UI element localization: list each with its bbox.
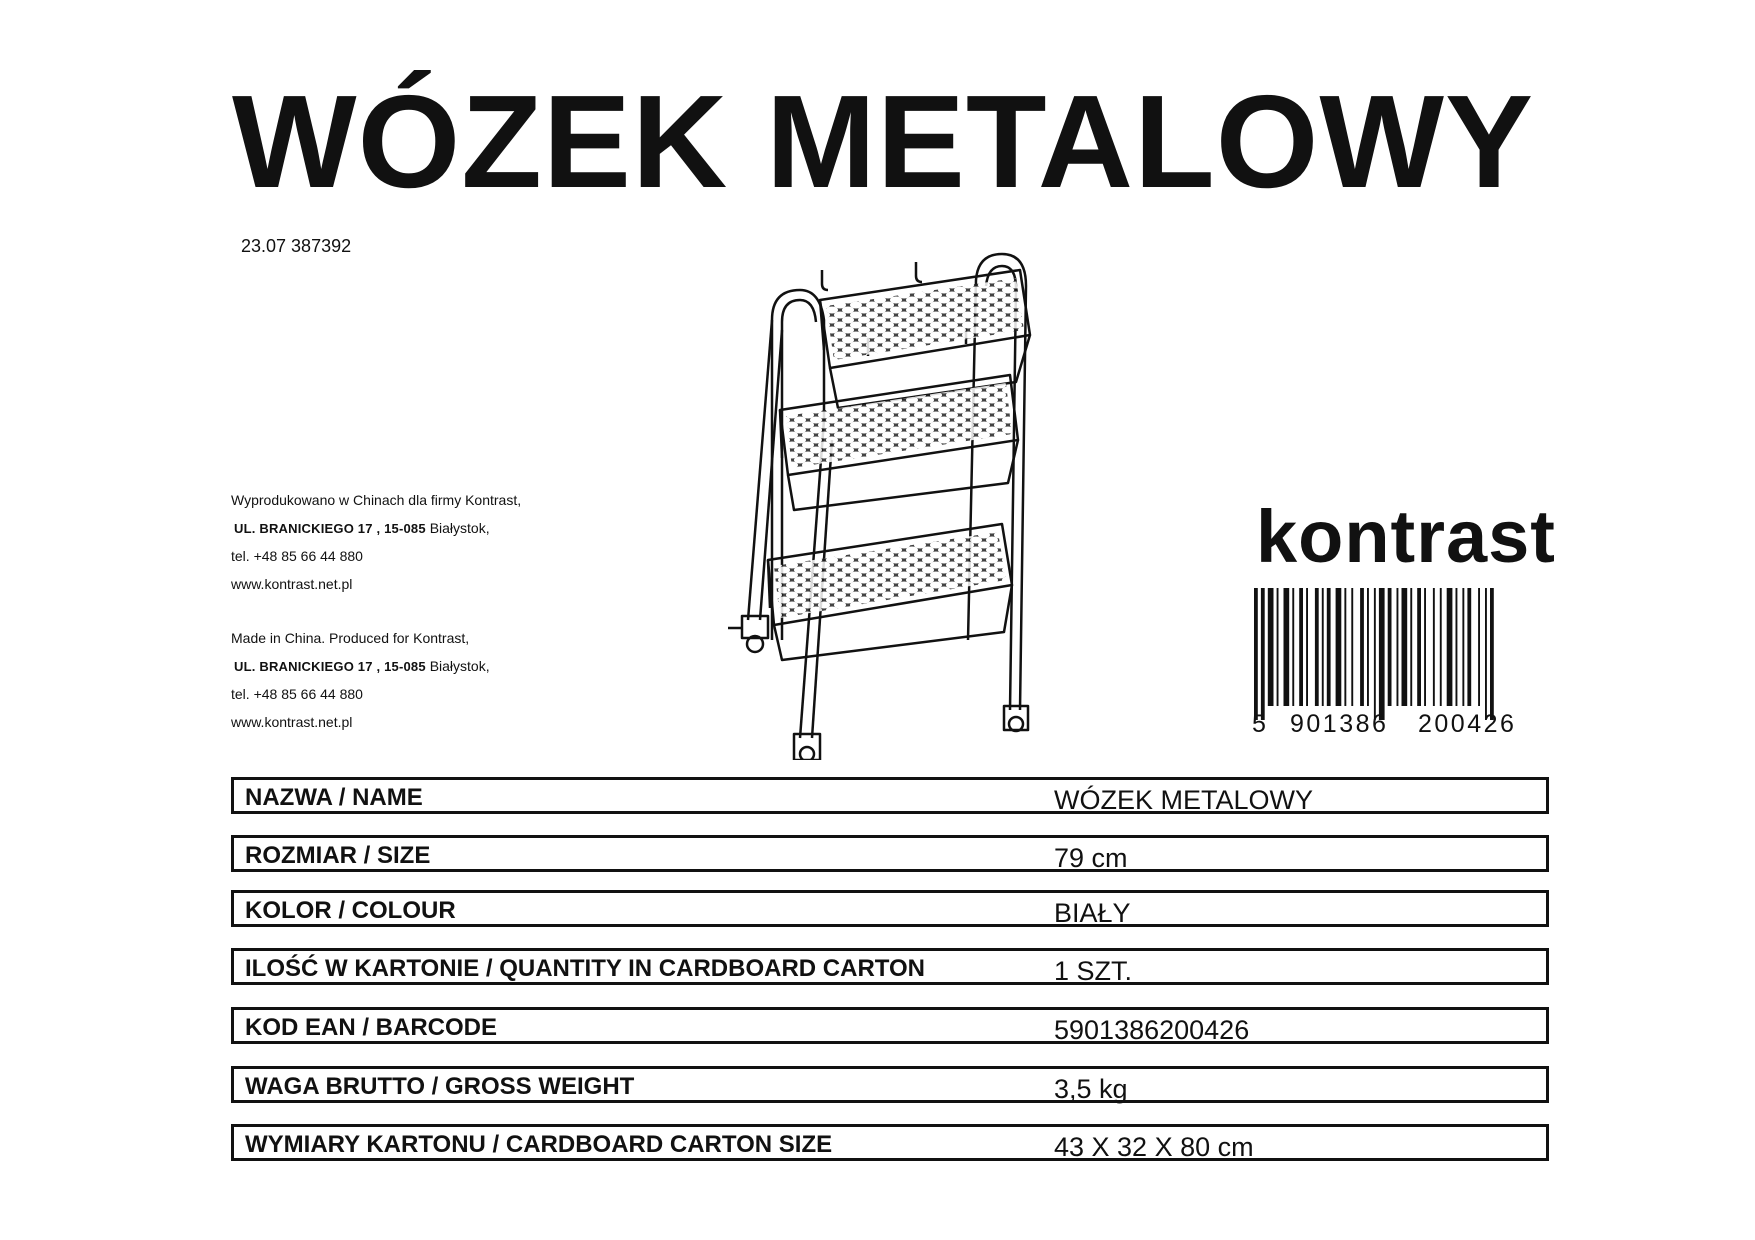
spec-row-carton-size (231, 1124, 1549, 1161)
street-address: UL. BRANICKIEGO 17 , 15-085 (234, 659, 426, 674)
spec-value: BIAŁY (1054, 898, 1131, 928)
spec-row-name (231, 777, 1549, 814)
barcode-bar (1456, 588, 1458, 706)
product-code: 23.07 387392 (241, 236, 352, 256)
spec-label: KOLOR / COLOUR (245, 897, 456, 924)
barcode-bar (1327, 588, 1331, 706)
spec-row-colour (231, 890, 1549, 927)
barcode-bar (1490, 588, 1494, 720)
barcode-bar (1261, 588, 1265, 720)
spec-label: ILOŚĆ W KARTONIE / QUANTITY IN CARDBOARD CARTON (245, 955, 926, 982)
spec-label: KOD EAN / BARCODE (245, 1014, 498, 1041)
manufacturer-line: Wyprodukowano w Chinach dla firmy Kontrast, (231, 492, 522, 508)
barcode-bar (1374, 588, 1376, 720)
barcode-first-digit: 5 (1252, 710, 1269, 738)
barcode-bar (1478, 588, 1480, 706)
barcode-bar (1336, 588, 1342, 706)
barcode-bar (1344, 588, 1346, 706)
brand-logo: kontrast (1256, 495, 1556, 578)
barcode-bar (1315, 588, 1319, 706)
barcode-bar (1388, 588, 1392, 706)
barcode-bar (1268, 588, 1274, 706)
barcode-left-group: 901386 (1290, 710, 1389, 738)
barcode-bar (1433, 588, 1435, 706)
barcode-bar (1397, 588, 1399, 706)
cart-illustration (720, 240, 1060, 760)
manufacturer-address (231, 652, 490, 680)
website: www.kontrast.net.pl (231, 714, 353, 730)
barcode-bar (1424, 588, 1426, 706)
manufacturer-info-pl (231, 486, 521, 598)
barcode-bar (1360, 588, 1364, 706)
barcode-bar (1440, 588, 1442, 706)
spec-value: WÓZEK METALOWY (1054, 785, 1314, 815)
barcode-bar (1467, 588, 1471, 706)
barcode-bar (1292, 588, 1294, 706)
spec-value: 3,5 kg (1054, 1074, 1128, 1104)
barcode-bar (1417, 588, 1421, 706)
barcode-bar (1379, 588, 1385, 720)
spec-value: 43 X 32 X 80 cm (1054, 1132, 1254, 1162)
barcode-bar (1284, 588, 1290, 706)
spec-row-quantity (231, 948, 1549, 985)
barcode-bar (1402, 588, 1408, 706)
barcode-bar (1447, 588, 1453, 706)
barcode-bar (1299, 588, 1303, 706)
product-title: WÓZEK METALOWY (232, 68, 1535, 215)
spec-label: NAZWA / NAME (245, 784, 423, 811)
barcode-bar (1254, 588, 1258, 720)
barcode-right-group: 200426 (1418, 710, 1517, 738)
manufacturer-line: Made in China. Produced for Kontrast, (231, 630, 470, 646)
barcode-bar (1322, 588, 1324, 706)
spec-value: 5901386200426 (1054, 1015, 1250, 1045)
city: Białystok, (429, 520, 490, 536)
barcode-bar (1277, 588, 1279, 706)
spec-value: 1 SZT. (1054, 956, 1133, 986)
spec-label: ROZMIAR / SIZE (245, 842, 431, 869)
barcode-bar (1485, 588, 1487, 720)
barcode-bar (1410, 588, 1412, 706)
city: Białystok, (429, 658, 490, 674)
spec-row-barcode (231, 1007, 1549, 1044)
phone: tel. +48 85 66 44 880 (231, 548, 363, 564)
spec-label: WYMIARY KARTONU / CARDBOARD CARTON SIZE (245, 1131, 833, 1158)
barcode-bar (1306, 588, 1308, 706)
barcode-bar (1351, 588, 1353, 706)
spec-row-size (231, 835, 1549, 872)
barcode-bar (1367, 588, 1369, 706)
spec-value: 79 cm (1054, 843, 1128, 873)
street-address: UL. BRANICKIEGO 17 , 15-085 (234, 521, 426, 536)
phone: tel. +48 85 66 44 880 (231, 686, 363, 702)
spec-row-weight (231, 1066, 1549, 1103)
manufacturer-address (231, 514, 521, 542)
spec-label: WAGA BRUTTO / GROSS WEIGHT (245, 1073, 635, 1100)
website: www.kontrast.net.pl (231, 576, 353, 592)
manufacturer-info-en (231, 624, 490, 736)
barcode-bar (1462, 588, 1464, 706)
